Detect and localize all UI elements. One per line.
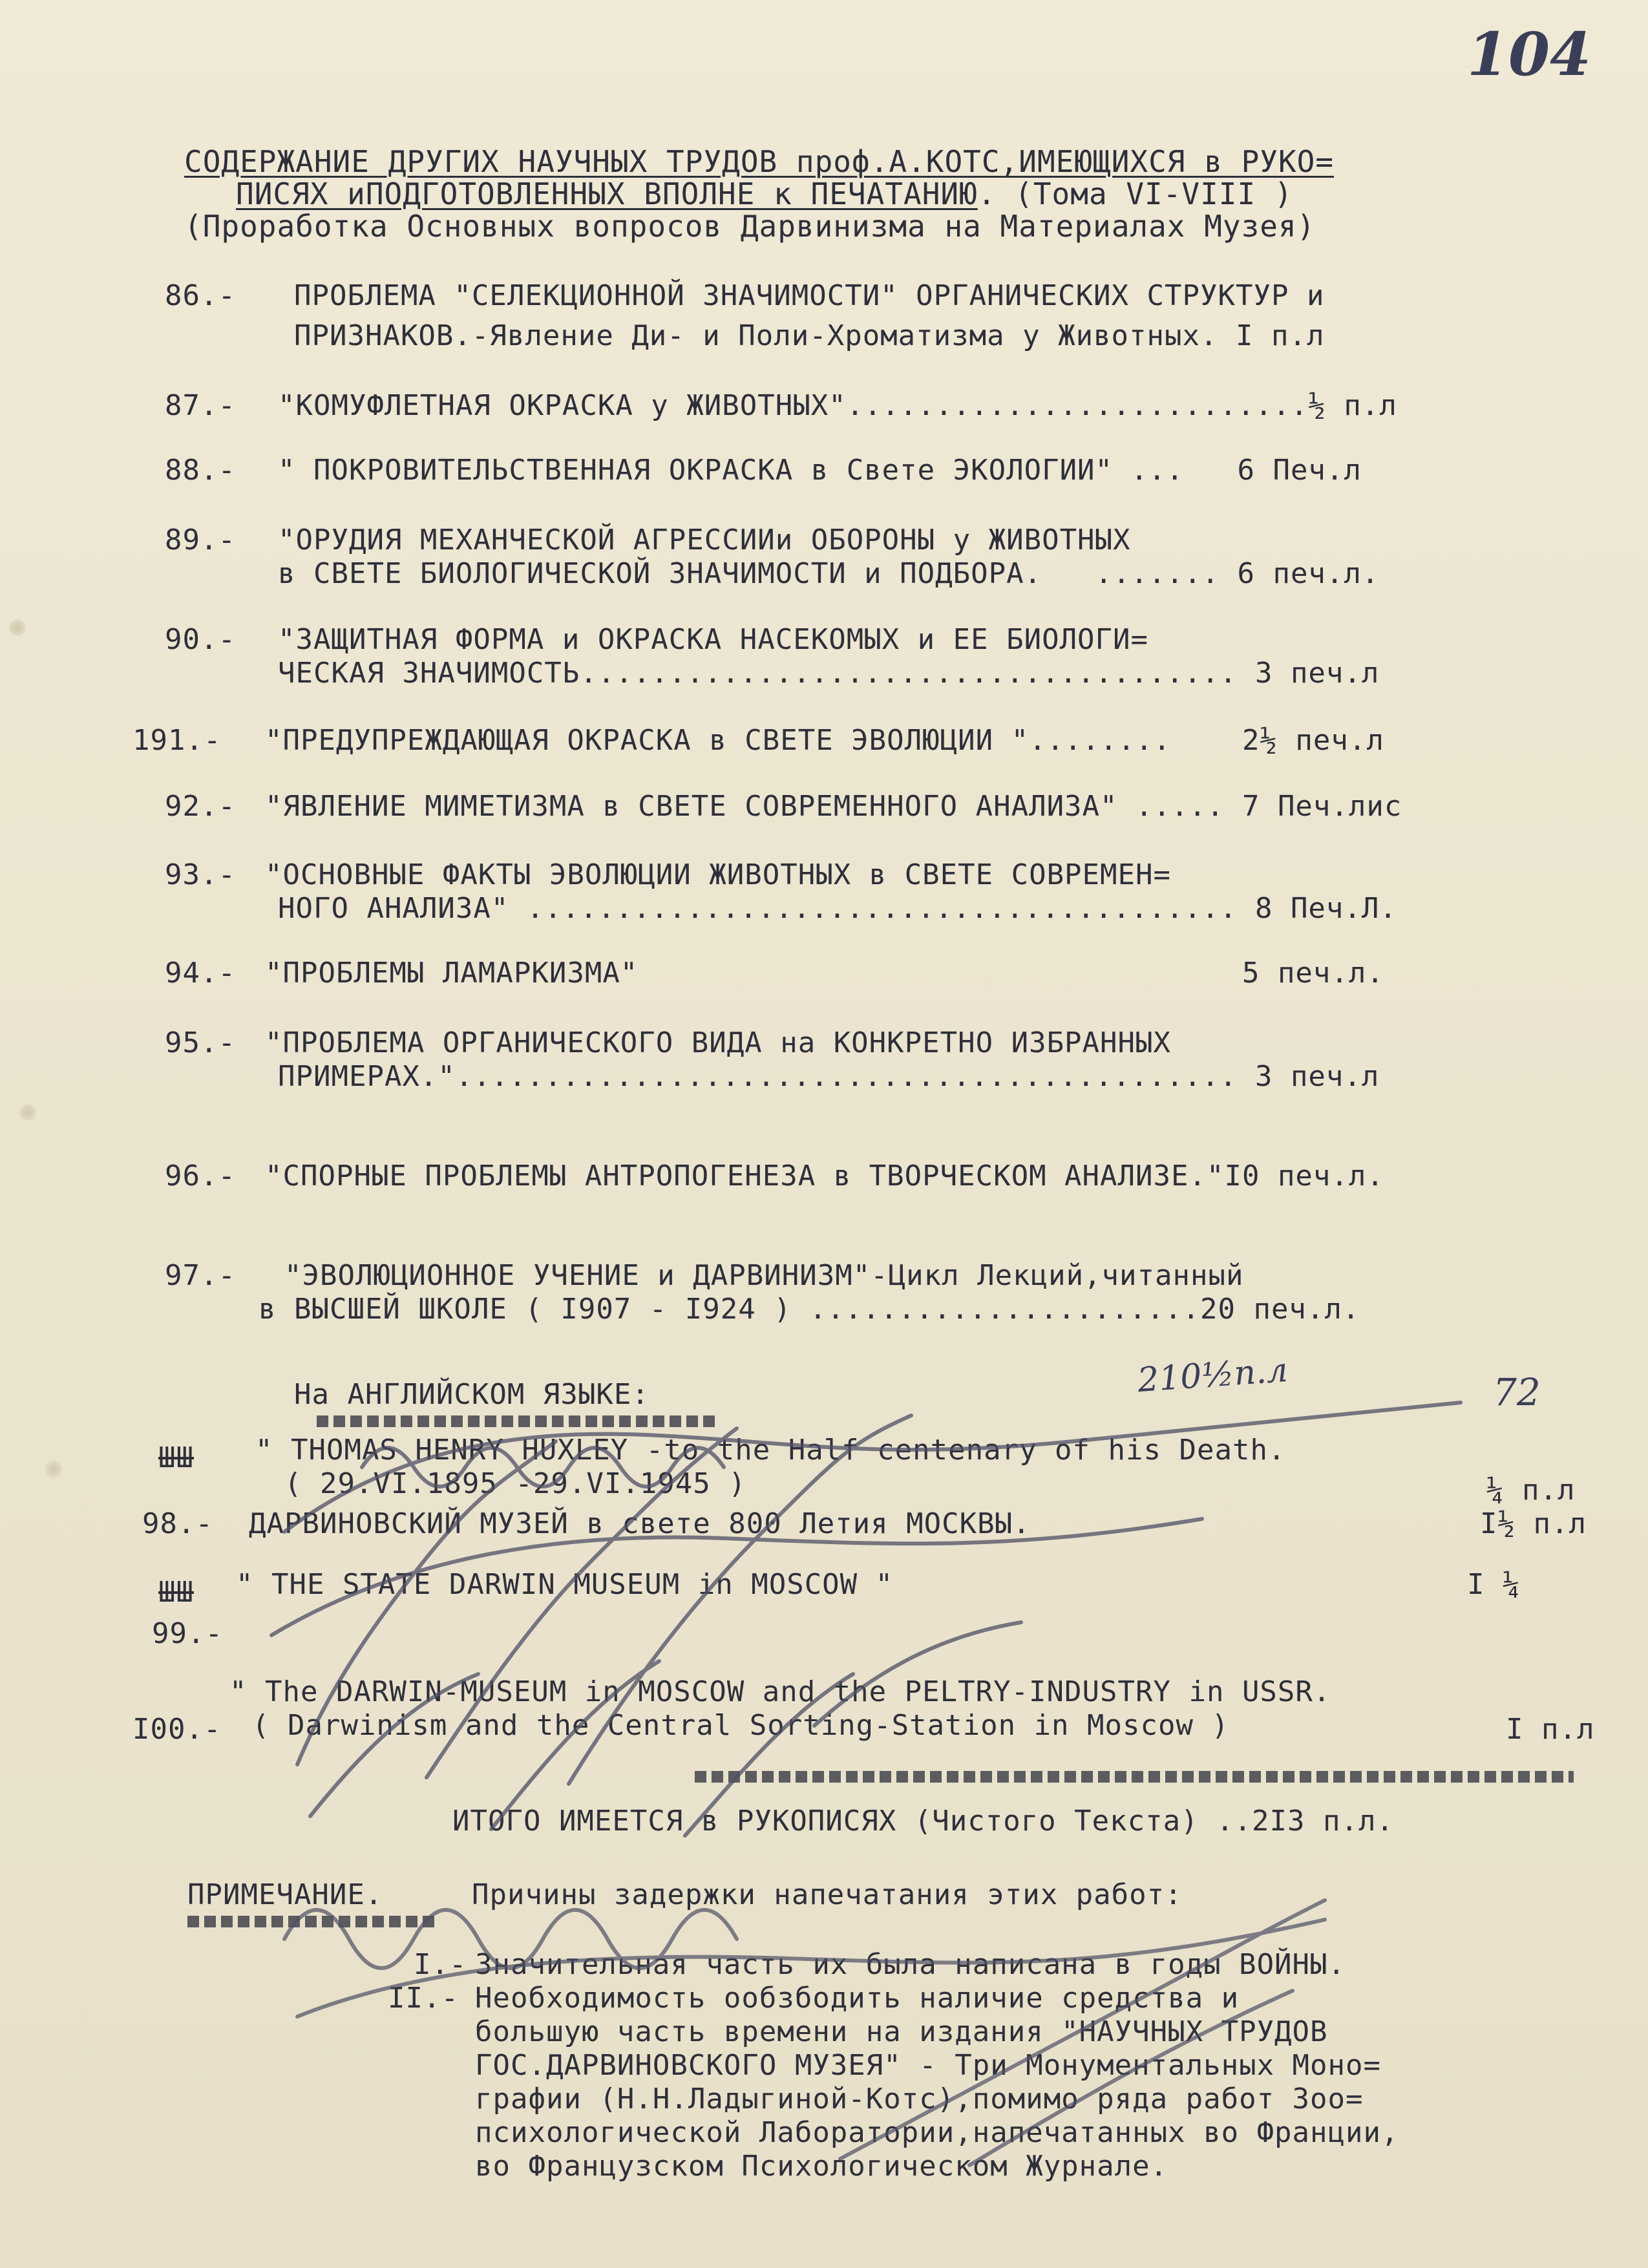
item-number: 97.-: [165, 1259, 236, 1292]
note-item-text: во Французском Психологическом Журнале.: [475, 2150, 1168, 2183]
english-item-prefix: 98.-: [142, 1507, 213, 1540]
note-item-text: ГОС.ДАРВИНОВСКОГО МУЗЕЯ" - Три Монументальных Моно=: [475, 2049, 1382, 2082]
handwritten-total: 210½п.л: [1136, 1350, 1289, 1401]
title-line-2a: ПИСЯХ иПОДГОТОВЛЕННЫХ ВПОЛНЕ к ПЕЧАТАНИЮ: [236, 176, 978, 211]
english-item-pages: ¼ п.л: [1486, 1474, 1576, 1507]
item-number: 87.-: [165, 389, 236, 422]
item-text: "ОСНОВНЫЕ ФАКТЫ ЭВОЛЮЦИИ ЖИВОТНЫХ в СВЕТЕ СОВРЕМЕН=: [265, 858, 1172, 891]
note-item-number: II.-: [388, 1982, 459, 2015]
punch-hole: [19, 1104, 36, 1121]
title-line-3: (Проработка Основных вопросов Дарвинизма на Материалах Музея): [184, 209, 1316, 244]
item-text: "КОМУФЛЕТНАЯ ОКРАСКА у ЖИВОТНЫХ"..........................½ п.л: [278, 389, 1397, 422]
handwritten-total: 72: [1493, 1370, 1541, 1414]
item-number: 191.-: [132, 724, 222, 757]
english-item-text: " THE STATE DARWIN MUSEUM in MOSCOW ": [236, 1568, 894, 1601]
note-intro: Причины задержки напечатания этих работ:: [472, 1878, 1183, 1911]
english-item-prefix: ШШ: [158, 1441, 194, 1474]
item-text: в СВЕТЕ БИОЛОГИЧЕСКОЙ ЗНАЧИМОСТИ и ПОДБОРА. ....... 6 печ.л.: [278, 557, 1380, 590]
item-text: "ЗАЩИТНАЯ ФОРМА и ОКРАСКА НАСЕКОМЫХ и ЕЕ БИОЛОГИ=: [278, 623, 1149, 656]
item-text: ПРОБЛЕМА "СЕЛЕКЦИОННОЙ ЗНАЧИМОСТИ" ОРГАНИЧЕСКИХ СТРУКТУР и: [294, 279, 1325, 312]
english-item-text: " The DARWIN-MUSEUM in MOSCOW and the PELTRY-INDUSTRY in USSR.: [229, 1675, 1331, 1708]
english-item-text: ( Darwinism and the Central Sorting-Station in Moscow ): [252, 1709, 1229, 1742]
english-item-pages: I п.л: [1506, 1713, 1595, 1746]
punch-hole: [45, 1461, 62, 1478]
item-text: "ПРЕДУПРЕЖДАЮЩАЯ ОКРАСКА в СВЕТЕ ЭВОЛЮЦИИ "........ 2½ печ.л: [265, 724, 1384, 757]
english-item-prefix: 99.-: [152, 1617, 223, 1650]
item-number: 90.-: [165, 623, 236, 656]
title-line-2b: . (Тома VI-VIII ): [977, 176, 1293, 211]
note-label: ПРИМЕЧАНИЕ.: [187, 1878, 383, 1911]
item-number: 94.-: [165, 957, 236, 990]
item-number: 96.-: [165, 1160, 236, 1192]
item-text: "СПОРНЫЕ ПРОБЛЕМЫ АНТРОПОГЕНЕЗА в ТВОРЧЕСКОМ АНАЛИЗЕ."I0 печ.л.: [265, 1160, 1384, 1192]
english-item-prefix: ШШ: [158, 1576, 194, 1609]
english-item-pages: I ¼: [1467, 1568, 1521, 1601]
item-text: ПРИЗНАКОВ.-Явление Ди- и Поли-Хроматизма у Животных. I п.л: [294, 319, 1325, 352]
item-text: "ПРОБЛЕМЫ ЛАМАРКИЗМА" 5 печ.л.: [265, 957, 1384, 990]
item-text: ПРИМЕРАХ."............................................ 3 печ.л: [278, 1060, 1380, 1093]
note-item-text: большую часть времени на издания "НАУЧНЫХ ТРУДОВ: [475, 2015, 1328, 2048]
item-text: "ПРОБЛЕМА ОРГАНИЧЕСКОГО ВИДА на КОНКРЕТНО ИЗБРАННЫХ: [265, 1026, 1172, 1059]
note-item-number: I.-: [414, 1948, 467, 1981]
page-number: 104: [1467, 19, 1592, 89]
note-item-text: Необходимость ообзбодить наличие средства и: [475, 1982, 1240, 2015]
item-number: 86.-: [165, 279, 236, 312]
item-text: НОГО АНАЛИЗА" ........................................ 8 Печ.Л.: [278, 892, 1397, 925]
item-text: "ЭВОЛЮЦИОННОЕ УЧЕНИЕ и ДАРВИНИЗМ"-Цикл Лекций,читанный: [284, 1259, 1244, 1292]
double-rule: [695, 1771, 1574, 1783]
item-number: 92.-: [165, 790, 236, 823]
english-item-text: ДАРВИНОВСКИЙ МУЗЕЙ в свете 800 Летия МОСКВЫ.: [249, 1507, 1031, 1540]
item-number: 93.-: [165, 858, 236, 891]
item-number: 95.-: [165, 1026, 236, 1059]
item-text: ЧЕСКАЯ ЗНАЧИМОСТЬ..................................... 3 печ.л: [278, 657, 1380, 690]
item-number: 88.-: [165, 454, 236, 487]
note-item-text: психологической Лаборатории,напечатанных во Франции,: [475, 2116, 1399, 2149]
title-line-2: [236, 176, 1293, 212]
punch-hole: [9, 619, 26, 636]
english-item-text: ( 29.VI.1895 -29.VI.1945 ): [284, 1467, 746, 1500]
note-item-text: Значительная часть их была написана в годы ВОЙНЫ.: [475, 1948, 1346, 1981]
english-item-pages: I½ п.л: [1480, 1507, 1587, 1540]
double-rule: [187, 1916, 439, 1927]
item-number: 89.-: [165, 524, 236, 556]
english-item-prefix: I00.-: [132, 1713, 222, 1746]
item-text: "ЯВЛЕНИЕ МИМЕТИЗМА в СВЕТЕ СОВРЕМЕННОГО АНАЛИЗА" ..... 7 Печ.лис: [265, 790, 1402, 823]
english-item-text: " THOMAS HENRY HUXLEY -to the Half centenary of his Death.: [255, 1434, 1286, 1467]
item-text: в ВЫСШЕЙ ШКОЛЕ ( I907 - I924 ) ......................20 печ.л.: [259, 1293, 1360, 1326]
english-heading: На АНГЛИЙСКОМ ЯЗЫКЕ:: [294, 1378, 650, 1411]
double-rule: [317, 1415, 717, 1427]
item-text: " ПОКРОВИТЕЛЬСТВЕННАЯ ОКРАСКА в Свете ЭКОЛОГИИ" ... 6 Печ.л: [278, 454, 1362, 487]
note-item-text: графии (Н.Н.Ладыгиной-Котс),помимо ряда работ Зоо=: [475, 2083, 1364, 2115]
title-line-1: СОДЕРЖАНИЕ ДРУГИХ НАУЧНЫХ ТРУДОВ проф.А.КОТС,ИМЕЮЩИХСЯ в РУКО=: [184, 144, 1335, 179]
item-text: "ОРУДИЯ МЕХАНЧЕСКОЙ АГРЕССИИи ОБОРОНЫ у ЖИВОТНЫХ: [278, 524, 1131, 556]
total-line: ИТОГО ИМЕЕТСЯ в РУКОПИСЯХ (Чистого Текста) ..2I3 п.л.: [452, 1805, 1394, 1838]
